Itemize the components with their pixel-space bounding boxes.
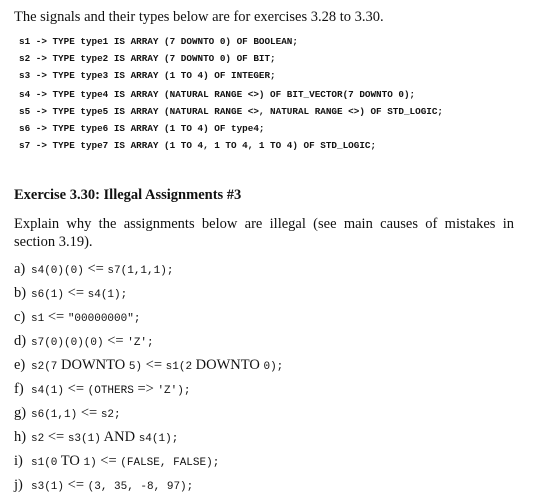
assignment-item — [14, 281, 534, 305]
assignment-code: s1 — [31, 313, 45, 325]
assignment-code: (3, 35, -8, 97); — [87, 481, 194, 493]
assignment-operator: <= — [64, 477, 88, 493]
signal-type-code-block-1 — [19, 33, 298, 84]
assignment-item-label: c) — [14, 309, 26, 325]
assignment-operator: <= — [64, 285, 88, 301]
assignment-item — [14, 257, 534, 281]
assignment-code: s4(0)(0) — [31, 265, 84, 277]
assignment-code: s7(1,1,1); — [107, 265, 174, 277]
assignment-item — [14, 449, 534, 473]
assignment-code: s4(1); — [138, 433, 179, 445]
assignment-operator: AND — [100, 429, 139, 445]
assignment-operator: <= — [44, 429, 68, 445]
assignment-item — [14, 305, 534, 329]
code-line: s4 -> TYPE type4 IS ARRAY (NATURAL RANGE <>) OF BIT_VECTOR(7 DOWNTO 0); — [19, 89, 416, 100]
assignment-code: "00000000"; — [67, 313, 141, 325]
assignment-item-label: f) — [14, 381, 24, 397]
code-line: s7 -> TYPE type7 IS ARRAY (1 TO 4, 1 TO 4, 1 TO 4) OF STD_LOGIC; — [19, 140, 377, 151]
assignment-code: s1(0 — [31, 457, 58, 469]
assignment-item-label: j) — [14, 477, 23, 493]
assignment-code: s3(1) — [67, 433, 101, 445]
assignment-code: s7(0)(0)(0) — [31, 337, 104, 349]
assignment-item-label: i) — [14, 453, 23, 469]
assignment-code: 0); — [263, 361, 284, 373]
assignment-code: 1) — [83, 457, 97, 469]
code-line: s3 -> TYPE type3 IS ARRAY (1 TO 4) OF INTEGER; — [19, 70, 276, 81]
assignment-item — [14, 353, 534, 377]
assignment-item-label: b) — [14, 285, 27, 301]
code-line: s5 -> TYPE type5 IS ARRAY (NATURAL RANGE <>, NATURAL RANGE <>) OF STD_LOGIC; — [19, 106, 444, 117]
assignment-code: 'Z'; — [127, 337, 154, 349]
assignment-item-label: g) — [14, 405, 27, 421]
exercise-heading: Exercise 3.30: Illegal Assignments #3 — [14, 187, 242, 203]
assignment-code: 'Z'); — [157, 385, 191, 397]
assignment-operator: <= — [96, 453, 121, 469]
assignment-operator: TO — [57, 453, 84, 469]
assignment-operator: => — [133, 381, 158, 397]
assignment-code: s2; — [100, 409, 121, 421]
assignment-item-label: d) — [14, 333, 27, 349]
assignment-item-label: h) — [14, 429, 27, 445]
assignment-code: s4(1); — [87, 289, 128, 301]
assignment-operator: DOWNTO — [192, 357, 264, 373]
intro-text: The signals and their types below are for exercises 3.28 to 3.30. — [14, 9, 384, 25]
assignment-code: s6(1,1) — [31, 409, 78, 421]
assignment-operator: <= — [103, 333, 128, 349]
assignment-item-label: e) — [14, 357, 26, 373]
assignment-operator: <= — [64, 381, 88, 397]
assignment-code: (FALSE, FALSE); — [120, 457, 220, 469]
exercise-instructions: Explain why the assignments below are illegal (see main causes of mistakes in section 3.19). — [14, 216, 514, 250]
assignment-item — [14, 329, 534, 353]
code-line: s1 -> TYPE type1 IS ARRAY (7 DOWNTO 0) OF BOOLEAN; — [19, 36, 298, 47]
assignment-item — [14, 473, 534, 497]
assignment-operator: <= — [83, 261, 108, 277]
assignment-list — [14, 257, 534, 497]
assignment-item-label: a) — [14, 261, 26, 277]
assignment-code: s2 — [31, 433, 45, 445]
assignment-code: (OTHERS — [87, 385, 134, 397]
assignment-code: s6(1) — [31, 289, 65, 301]
assignment-item — [14, 425, 534, 449]
signal-type-code-block-2 — [19, 86, 443, 154]
code-line: s2 -> TYPE type2 IS ARRAY (7 DOWNTO 0) OF BIT; — [19, 53, 276, 64]
assignment-operator: DOWNTO — [57, 357, 129, 373]
assignment-code: 5) — [128, 361, 143, 373]
assignment-item — [14, 401, 534, 425]
assignment-item — [14, 377, 534, 401]
assignment-code: s2(7 — [31, 361, 58, 373]
code-line: s6 -> TYPE type6 IS ARRAY (1 TO 4) OF type4; — [19, 123, 265, 134]
assignment-code: s4(1) — [31, 385, 65, 397]
assignment-operator: <= — [142, 357, 166, 373]
assignment-code: s1(2 — [165, 361, 193, 373]
assignment-operator: <= — [44, 309, 68, 325]
assignment-code: s3(1) — [31, 481, 65, 493]
assignment-operator: <= — [77, 405, 101, 421]
